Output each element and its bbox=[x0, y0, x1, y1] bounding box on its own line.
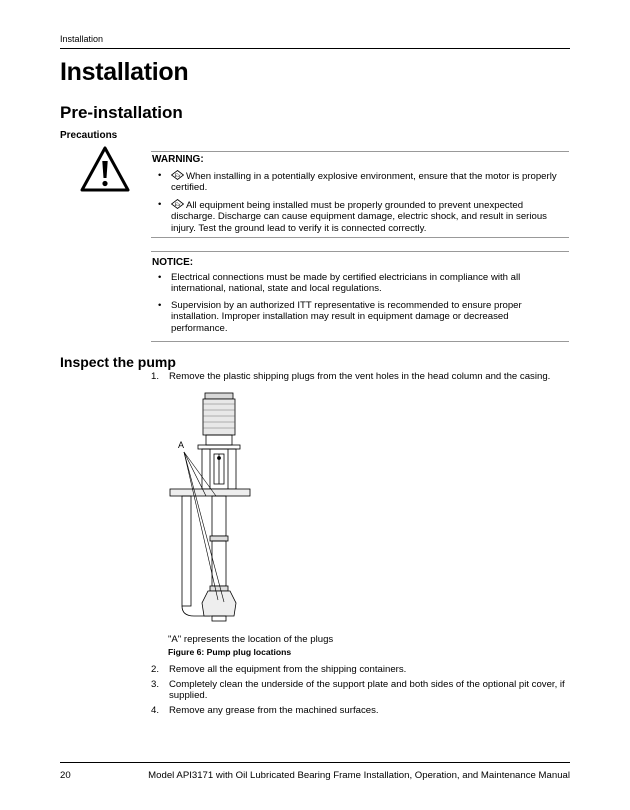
bullet: • bbox=[158, 170, 162, 181]
header-rule bbox=[60, 48, 570, 49]
list-item bbox=[158, 272, 558, 295]
warning-item-text: When installing in a potentially explosive environment, ensure that the motor is properly certified. bbox=[171, 171, 557, 194]
bullet: • bbox=[158, 272, 162, 283]
step-number: 3. bbox=[151, 678, 160, 690]
notice-top-rule bbox=[151, 251, 569, 252]
svg-text:Ex: Ex bbox=[174, 173, 181, 179]
warning-item-text: All equipment being installed must be properly grounded to prevent unexpected discharge. Discharge can cause equipment damage, electric shock, and result in serious injury. Test the ground lead to verify it is connected correctly. bbox=[171, 199, 547, 234]
running-header: Installation bbox=[60, 34, 104, 44]
step-text: Remove all the equipment from the shipping containers. bbox=[169, 664, 407, 675]
list-item bbox=[151, 664, 571, 676]
warning-label: WARNING: bbox=[152, 154, 204, 165]
explosion-proof-ex-icon bbox=[171, 199, 184, 209]
list-item bbox=[151, 371, 571, 383]
figure-callout-a: A bbox=[178, 440, 185, 450]
list-item bbox=[151, 679, 571, 702]
section-heading-inspect-pump: Inspect the pump bbox=[60, 354, 176, 370]
warning-bottom-rule bbox=[151, 237, 569, 238]
step-text: Remove the plastic shipping plugs from the vent holes in the head column and the casing. bbox=[169, 371, 551, 382]
notice-bottom-rule bbox=[151, 341, 569, 342]
bullet: • bbox=[158, 299, 162, 311]
notice-list bbox=[158, 272, 558, 339]
notice-item-text: Supervision by an authorized ITT representative is recommended to ensure proper installation. Improper installation may result in equipment damage or decreased performance. bbox=[171, 299, 522, 334]
bullet: • bbox=[158, 198, 162, 210]
step-text: Completely clean the underside of the support plate and both sides of the optional pit cover, if supplied. bbox=[169, 678, 565, 702]
svg-text:Ex: Ex bbox=[174, 201, 181, 208]
footer-rule bbox=[60, 762, 570, 763]
pump-plug-locations-figure bbox=[160, 388, 260, 628]
subheading-precautions: Precautions bbox=[60, 130, 118, 141]
notice-label: NOTICE: bbox=[152, 257, 194, 268]
footer-document-title: Model API3171 with Oil Lubricated Bearing Frame Installation, Operation, and Maintenance Manual bbox=[148, 770, 570, 781]
page-title: Installation bbox=[60, 58, 189, 86]
step-number: 4. bbox=[151, 704, 160, 716]
step-list-1 bbox=[151, 371, 571, 386]
step-number: 1. bbox=[151, 371, 160, 382]
notice-item-text: Electrical connections must be made by certified electricians in compliance with all international, national, state and local regulations. bbox=[171, 272, 521, 295]
list-item bbox=[158, 300, 558, 334]
warning-triangle-icon bbox=[80, 146, 130, 192]
explosion-proof-ex-icon bbox=[171, 170, 184, 180]
list-item bbox=[158, 199, 558, 234]
figure-title: Figure 6: Pump plug locations bbox=[168, 647, 292, 657]
figure-caption: "A" represents the location of the plugs bbox=[168, 634, 334, 645]
warning-list bbox=[158, 170, 558, 239]
list-item bbox=[158, 170, 558, 194]
section-heading-pre-installation: Pre-installation bbox=[60, 103, 183, 122]
list-item bbox=[151, 705, 571, 717]
step-list-2 bbox=[151, 664, 571, 719]
step-number: 2. bbox=[151, 664, 160, 675]
warning-top-rule bbox=[151, 151, 569, 152]
page-number: 20 bbox=[60, 770, 71, 781]
step-text: Remove any grease from the machined surfaces. bbox=[169, 704, 379, 716]
